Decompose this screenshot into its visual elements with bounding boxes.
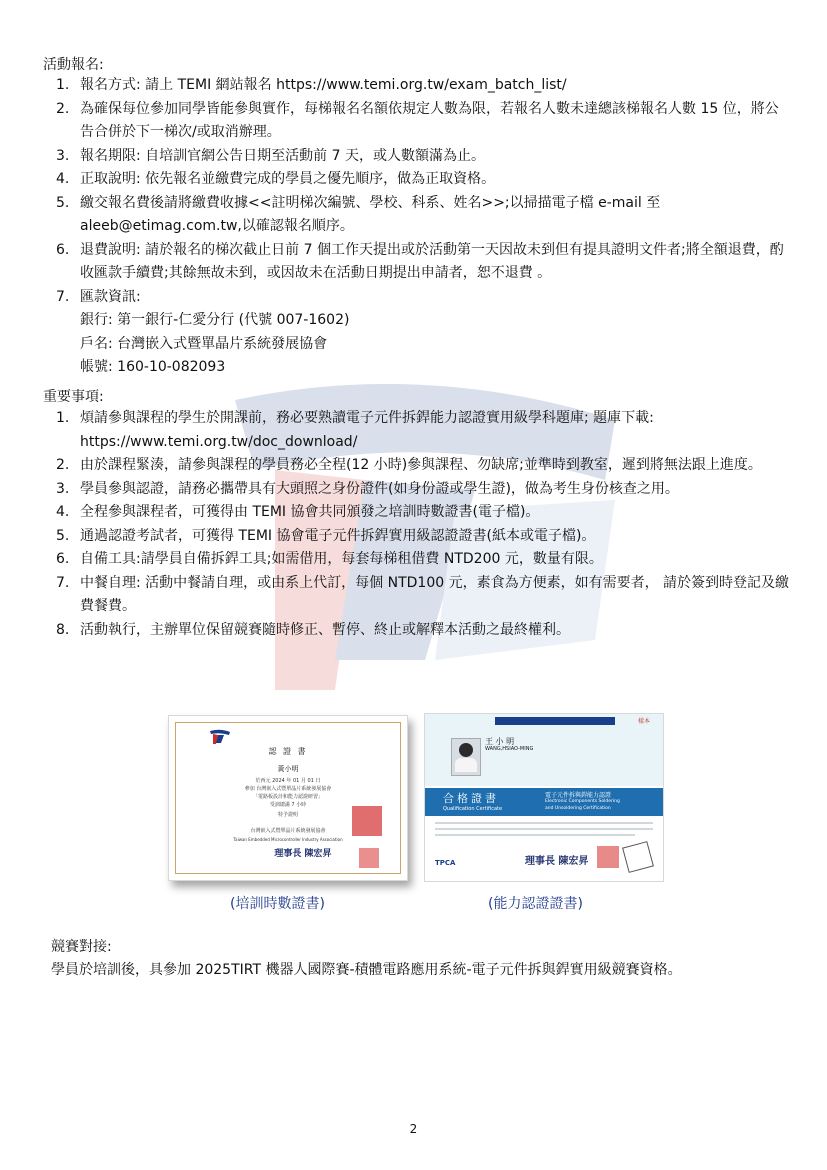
banner-subtitle: Qualification Certificate bbox=[443, 806, 503, 812]
list-item: 3. 報名期限: 自培訓官網公告日期至活動前 7 天，或人數額滿為止。 bbox=[56, 147, 485, 164]
certificate-line: 特予證明 bbox=[277, 812, 298, 818]
banner-title: 合格證書 bbox=[443, 792, 499, 805]
account-number: 帳號: 160-10-082093 bbox=[80, 359, 226, 375]
list-item: 7. 中餐自理: 活動中餐請自理，或由系上代訂，每個 NTD100 元，素食為方便素，如有需要者， 請於簽到時登記及繳費餐費。 bbox=[56, 574, 790, 614]
red-seal-icon bbox=[597, 846, 619, 868]
text-line bbox=[435, 834, 635, 836]
association-banner bbox=[495, 717, 615, 725]
certificate-hours: 受訓總滿 7 小時 bbox=[269, 802, 307, 808]
list-item: 5. 通過認證考試者，可獲得 TEMI 協會電子元件拆銲實用級認證證書(紙本或電子檔)。 bbox=[56, 527, 596, 544]
list-item: 4. 正取說明: 依先報名並繳費完成的學員之優先順序，做為正取資格。 bbox=[56, 171, 496, 187]
list-item: 3. 學員參與認證，請務必攜帶具有大頭照之身份證件(如身份證或學生證)，做為考生身份核查之用。 bbox=[56, 480, 679, 497]
list-item: 5. 繳交報名費後請將繳費收據<<註明梯次編號、學校、科系、姓名>>;以掃描電子檔 e-mail 至 aleeb@etimag.com.tw,以確認報名順序。 bbox=[56, 194, 661, 234]
red-seal-icon bbox=[352, 806, 382, 836]
holder-name: 王 小 明 bbox=[485, 737, 515, 746]
certificate-date: 於西元 2024 年 01 月 01 日 bbox=[255, 778, 321, 784]
list-item: 1. 報名方式: 請上 TEMI 網站報名 https://www.temi.org.tw/exam_batch_list/ bbox=[56, 77, 567, 93]
list-item: 2. 為確保每位參加同學皆能參與實作，每梯報名名額依規定人數為限，若報名人數未達總該梯報名人數 15 位，將公告合併於下一梯次/或取消辦理。 bbox=[56, 100, 779, 140]
list-item: 4. 全程參與課程者，可獲得由 TEMI 協會共同頒發之培訓時數證書(電子檔)。 bbox=[56, 504, 540, 520]
signature: 理事長 陳宏昇 bbox=[525, 856, 589, 867]
embossed-seal-icon bbox=[622, 841, 654, 873]
text-line bbox=[435, 822, 653, 824]
certificate-line: 「電路板設計和能力認證研習」 bbox=[252, 794, 323, 800]
list-item: 1. 煩請參與課程的學生於開課前，務必要熟讀電子元件拆銲能力認證實用級學科題庫; 題庫下載: https://www.temi.org.tw/doc_download/ bbox=[56, 410, 654, 450]
registration-list bbox=[52, 74, 792, 380]
notes-title: 重要事項: bbox=[43, 389, 104, 405]
signature: 理事長 陳宏昇 bbox=[274, 849, 332, 859]
text-line bbox=[435, 828, 653, 830]
competition-text: 學員於培訓後，具參加 2025TIRT 機器人國際賽-積體電路應用系統-電子元件拆與銲實用級競賽資格。 bbox=[51, 962, 682, 978]
certificate-line: 參加 台灣嵌入式暨單晶片系統發展協會 bbox=[244, 786, 332, 792]
photo-avatar bbox=[451, 738, 481, 776]
bank-name: 銀行: 第一銀行-仁愛分行 (代號 007-1602) bbox=[80, 312, 350, 328]
list-item: 8. 活動執行，主辦單位保留競賽隨時修正、暫停、終止或解釋本活動之最終權利。 bbox=[56, 621, 570, 638]
certificate-org: 台灣嵌入式暨單晶片系統發展協會 bbox=[250, 828, 326, 834]
training-certificate-caption: (培訓時數證書) bbox=[230, 896, 325, 912]
certificate-heading: 認 證 書 bbox=[268, 747, 308, 756]
page-number: 2 bbox=[409, 1122, 418, 1136]
competency-certificate-image bbox=[424, 713, 664, 882]
notes-list bbox=[52, 407, 792, 642]
list-item: 6. 自備工具:請學員自備拆銲工具;如需借用，每套每梯租借費 NTD200 元，數量有限。 bbox=[56, 551, 603, 567]
certification-title: 電子元件拆與銲能力認證 bbox=[545, 792, 612, 799]
recipient-name: 黃小明 bbox=[277, 765, 299, 773]
registration-title: 活動報名: bbox=[43, 57, 104, 73]
tpca-logo: TPCA bbox=[435, 859, 456, 867]
list-item: 2. 由於課程緊湊，請參與課程的學員務必全程(12 小時)參與課程、勿缺席;並準時到教室，遲到將無法跟上進度。 bbox=[56, 457, 762, 473]
temi-logo-icon bbox=[209, 728, 231, 744]
competency-certificate-caption: (能力認證證書) bbox=[488, 896, 583, 912]
training-certificate-image bbox=[168, 715, 408, 881]
account-holder: 戶名: 台灣嵌入式暨單晶片系統發展協會 bbox=[80, 335, 328, 352]
certificate-org-en: Taiwan Embedded Microcontroller Industry Association bbox=[233, 837, 343, 842]
sample-label: 樣本 bbox=[638, 718, 651, 725]
competition-title: 競賽對接: bbox=[51, 939, 112, 955]
red-stamp-icon bbox=[359, 848, 379, 868]
certification-title-en: and Unsoldering Certification bbox=[545, 806, 611, 811]
certification-title-en: Electronic Components Soldering bbox=[545, 799, 620, 804]
list-item: 7. 匯款資訊: 銀行: 第一銀行-仁愛分行 (代號 007-1602) 戶名: 台灣嵌入式暨單晶片系統發展協會 帳號: 160-10-082093 bbox=[52, 286, 792, 380]
holder-name-en: WANG,HSIAO-MING bbox=[485, 746, 534, 752]
list-item: 6. 退費說明: 請於報名的梯次截止日前 7 個工作天提出或於活動第一天因故未到但有提具證明文件者;將全額退費，酌收匯款手續費;其餘無故未到，或因故未在活動日期提出申請者，恕不退費 。 bbox=[56, 241, 784, 281]
